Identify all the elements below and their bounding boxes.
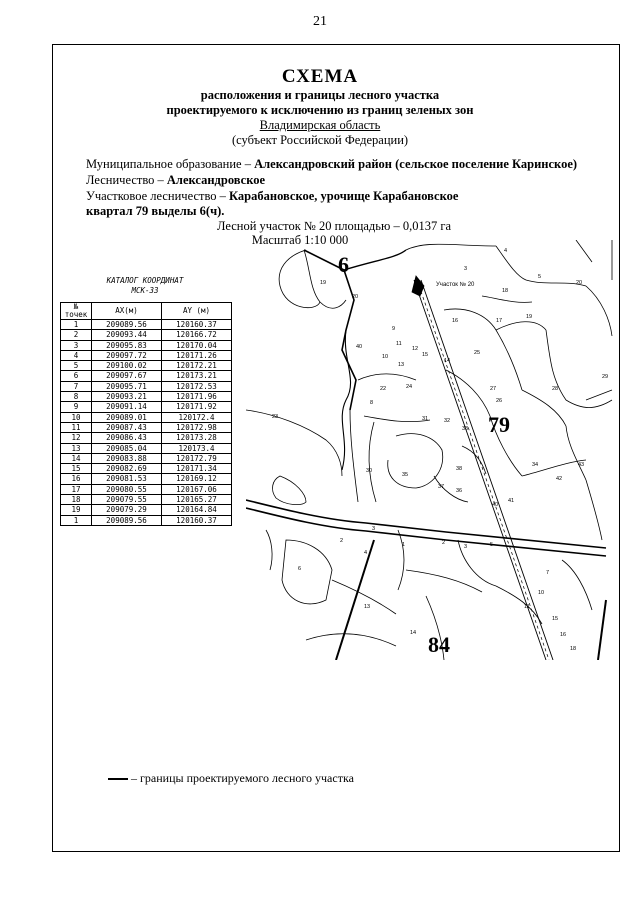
table-row [61,402,232,412]
x-coordinate: 209097.72 [92,350,162,360]
point-number: 8 [61,392,92,402]
x-coordinate: 209079.55 [92,495,162,505]
municipality-line [86,157,577,172]
coordinate-catalog [60,276,230,526]
unit-label: 32 [444,418,451,424]
unit-labels [272,248,608,652]
plot-label: Участок № 20 [436,282,475,288]
unit-label: 8 [370,400,374,406]
x-coordinate: 209089.56 [92,515,162,525]
unit-label: 20 [576,280,583,286]
unit-label: 18 [570,646,577,652]
x-coordinate: 209085.04 [92,443,162,453]
coordinates-table [60,302,232,526]
x-coordinate: 209086.43 [92,433,162,443]
x-coordinate: 209097.67 [92,371,162,381]
unit-label: 27 [490,386,497,392]
unit-label: 16 [560,632,567,638]
district-value: Карабановское, урочище Карабановское [229,189,459,203]
point-number: 12 [61,433,92,443]
point-number: 13 [61,443,92,453]
y-coordinate: 120172.21 [162,361,232,371]
catalog-system: МСК-33 [131,286,159,295]
unit-label: 20 [352,294,359,300]
y-coordinate: 120169.12 [162,474,232,484]
forestry-label: Лесничество – [86,173,167,187]
y-coordinate: 120167.06 [162,484,232,494]
point-number: 9 [61,402,92,412]
y-coordinate: 120172.79 [162,453,232,463]
y-coordinate: 120173.21 [162,371,232,381]
table-row [61,505,232,515]
x-coordinate: 209100.02 [92,361,162,371]
y-coordinate: 120170.04 [162,340,232,350]
y-coordinate: 120160.37 [162,515,232,525]
unit-label: 22 [380,386,387,392]
quarter-line [86,204,224,219]
table-row [61,330,232,340]
y-coordinate: 120171.26 [162,350,232,360]
table-row [61,464,232,474]
unit-label: 38 [456,466,463,472]
table-row [61,453,232,463]
x-coordinate: 209081.53 [92,474,162,484]
scale: Масштаб 1:10 000 [251,233,349,247]
x-coordinate: 209095.71 [92,381,162,391]
unit-label: 25 [474,350,481,356]
unit-label: 4 [504,248,508,254]
unit-label: 13 [398,362,405,368]
region-subject-caption: (субъект Российской Федерации) [231,133,409,147]
unit-label: 42 [556,476,563,482]
doc-subtitle-1: расположения и границы лесного участка [200,88,440,102]
unit-label: 17 [496,318,503,324]
table-header-row [61,303,232,320]
y-coordinate: 120172.98 [162,422,232,432]
x-coordinate: 209095.83 [92,340,162,350]
district-line [86,189,458,204]
coordinates-body [61,320,232,526]
unit-label: 24 [406,384,413,390]
x-coordinate: 209089.01 [92,412,162,422]
forest-map [246,240,618,660]
unit-label: 5 [538,274,542,280]
unit-label: 30 [366,468,373,474]
col-header-num [61,303,92,320]
unit-label: 26 [496,398,503,404]
unit-label: 3 [464,266,468,272]
x-coordinate: 209091.14 [92,402,162,412]
unit-label: 40 [356,344,363,350]
unit-label: 5 [490,542,494,548]
forestry-line [86,173,265,188]
point-number: 5 [61,361,92,371]
plot-area: Лесной участок № 20 площадью – 0,0137 га [216,219,452,233]
y-coordinate: 120171.34 [162,464,232,474]
unit-label: 16 [452,318,459,324]
point-number: 2 [61,330,92,340]
col-header-x: АХ(м) [92,303,162,320]
unit-label: 15 [422,352,429,358]
table-row [61,350,232,360]
x-coordinate: 209082.69 [92,464,162,474]
table-row [61,412,232,422]
point-number: 1 [61,320,92,330]
unit-label: 40 [492,502,499,508]
x-coordinate: 209079.29 [92,505,162,515]
table-row [61,495,232,505]
district-label: Участковое лесничество – [86,189,230,203]
point-number: 10 [61,412,92,422]
col-num-line1: № [73,302,79,311]
y-coordinate: 120166.72 [162,330,232,340]
unit-label: 14 [410,630,417,636]
unit-label: 13 [364,604,371,610]
unit-label: 14 [444,358,451,364]
unit-label: 19 [320,280,327,286]
point-number: 16 [61,474,92,484]
unit-label: 11 [524,604,530,610]
col-num-line2: точек [64,310,88,319]
unit-label: 6 [298,566,302,572]
quarter-label: 79 [488,412,510,437]
unit-label: 28 [552,386,559,392]
unit-label: 10 [538,590,545,596]
plot-marker [412,276,424,296]
y-coordinate: 120165.27 [162,495,232,505]
unit-label: 1 [402,542,406,548]
unit-label: 36 [456,488,463,494]
boundary-line-icon [108,778,128,780]
x-coordinate: 209093.44 [92,330,162,340]
point-number: 4 [61,350,92,360]
unit-label: 19 [526,314,533,320]
y-coordinate: 120171.92 [162,402,232,412]
y-coordinate: 120171.96 [162,392,232,402]
legend [108,771,354,786]
point-number: 15 [61,464,92,474]
doc-subtitle-2: проектируемого к исключению из границ зеленых зон [166,103,474,117]
quarter-labels [338,252,510,657]
table-row [61,515,232,525]
y-coordinate: 120172.53 [162,381,232,391]
region: Владимирская область [259,118,381,132]
table-row [61,392,232,402]
forestry-value: Александровское [166,173,266,187]
table-row [61,381,232,391]
unit-label: 41 [508,498,515,504]
point-number: 1 [61,515,92,525]
map-lines [246,240,612,660]
unit-label: 23 [272,414,279,420]
unit-label: 2 [340,538,344,544]
unit-label: 10 [382,354,389,360]
catalog-title: КАТАЛОГ КООРДИНАТ [106,276,184,285]
unit-label: 43 [578,462,585,468]
table-row [61,484,232,494]
unit-label: 37 [438,484,445,490]
unit-label: 35 [402,472,409,478]
unit-label: 15 [552,616,559,622]
unit-label: 34 [532,462,539,468]
y-coordinate: 120172.4 [162,412,232,422]
y-coordinate: 120160.37 [162,320,232,330]
quarter-label: 6 [338,252,349,277]
unit-label: 7 [546,570,550,576]
unit-label: 29 [602,374,609,380]
point-number: 11 [61,422,92,432]
point-number: 7 [61,381,92,391]
legend-text: – границы проектируемого лесного участка [131,771,354,785]
y-coordinate: 120173.28 [162,433,232,443]
table-row [61,422,232,432]
y-coordinate: 120164.84 [162,505,232,515]
table-row [61,361,232,371]
x-coordinate: 209093.21 [92,392,162,402]
unit-label: 2 [442,540,446,546]
unit-label: 9 [392,326,396,332]
table-row [61,340,232,350]
point-number: 17 [61,484,92,494]
doc-title: СХЕМА [281,66,359,87]
x-coordinate: 209083.88 [92,453,162,463]
unit-label: 4 [364,550,368,556]
x-coordinate: 209087.43 [92,422,162,432]
point-number: 19 [61,505,92,515]
unit-label: 31 [422,416,429,422]
unit-label: 18 [502,288,509,294]
unit-label: 12 [412,346,419,352]
table-row [61,371,232,381]
unit-label: 33 [462,426,469,432]
point-number: 6 [61,371,92,381]
y-coordinate: 120173.4 [162,443,232,453]
table-row [61,474,232,484]
point-number: 3 [61,340,92,350]
unit-label: 3 [372,526,376,532]
page-number: 21 [313,14,327,29]
unit-label: 11 [396,341,402,347]
municipality-value: Александровский район (сельское поселение Каринское) [254,157,578,171]
unit-label: 3 [464,544,468,550]
x-coordinate: 209089.56 [92,320,162,330]
table-row [61,320,232,330]
table-row [61,443,232,453]
table-row [61,433,232,443]
point-number: 18 [61,495,92,505]
quarter-label: 84 [428,632,450,657]
point-number: 14 [61,453,92,463]
x-coordinate: 209080.55 [92,484,162,494]
quarter-value: квартал 79 выделы 6(ч). [86,204,225,218]
col-header-y: АY (м) [162,303,232,320]
municipality-label: Муниципальное образование – [86,157,255,171]
